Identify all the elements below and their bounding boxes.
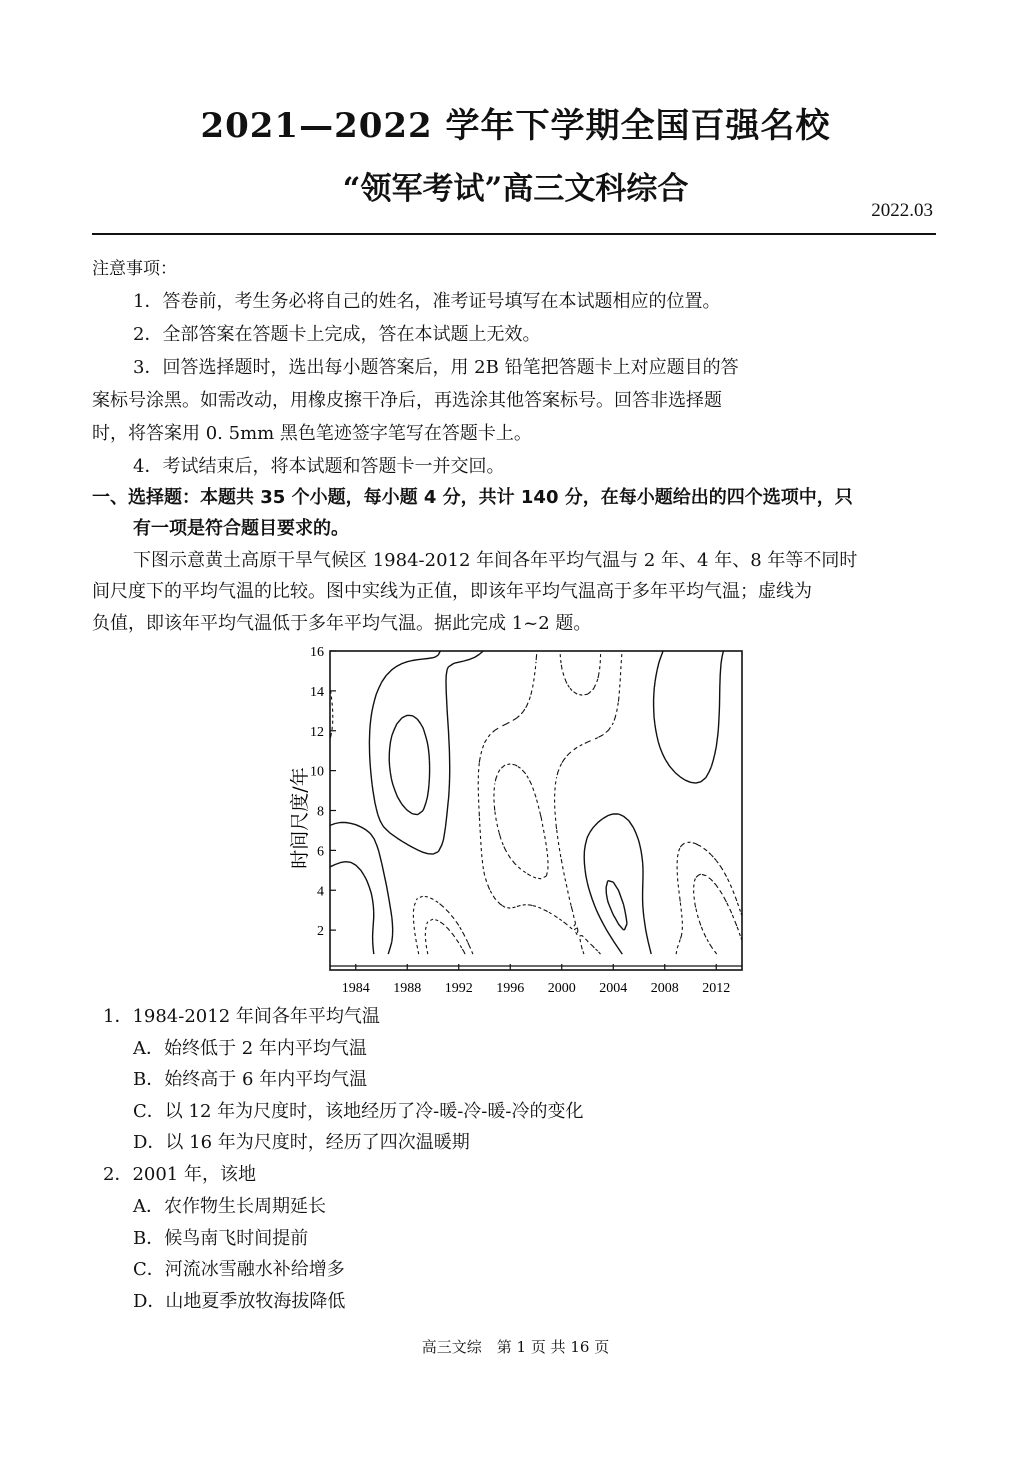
- x-tick-label: 2000: [547, 981, 576, 996]
- intro-line-1: 下图示意黄土高原干旱气候区 1984-2012 年间各年平均气温与 2 年、4 年、8 年等不同时: [133, 550, 858, 571]
- exam-subtitle: “领军考试”高三文科综合: [342, 171, 689, 207]
- notes-item-3-line-1: 3．回答选择题时，选出每小题答案后，用 2B 铅笔把答题卡上对应题目的答: [133, 357, 739, 378]
- notes-item-3-line-2: 案标号涂黑。如需改动，用橡皮擦干净后，再选涂其他答案标号。回答非选择题: [92, 390, 722, 411]
- y-tick-label: 12: [310, 724, 324, 740]
- notes-item-4: 4．考试结束后，将本试题和答题卡一并交回。: [133, 456, 505, 477]
- x-tick-label: 1984: [341, 981, 370, 996]
- y-tick-label: 4: [317, 884, 324, 900]
- negative-contour: [330, 651, 742, 954]
- question-2-option-d: D．山地夏季放牧海拔降低: [133, 1291, 346, 1312]
- x-tick-label: 2004: [599, 981, 628, 996]
- y-tick-label: 14: [310, 684, 324, 700]
- question-2-option-b: B．候鸟南飞时间提前: [133, 1228, 309, 1249]
- exam-title: 2021—2022 学年下学期全国百强名校: [200, 106, 831, 146]
- y-tick-label: 16: [310, 645, 324, 660]
- y-tick-label: 10: [310, 764, 324, 780]
- question-2-option-a: A．农作物生长周期延长: [133, 1196, 326, 1217]
- contour-chart-svg: [282, 640, 752, 1000]
- y-axis-ticks: [310, 645, 336, 939]
- x-axis-ticks: [342, 964, 731, 996]
- question-1-option-c: C．以 12 年为尺度时，该地经历了冷-暖-冷-暖-冷的变化: [133, 1101, 584, 1122]
- exam-date: 2022.03: [871, 200, 933, 221]
- question-1-option-a: A．始终低于 2 年内平均气温: [133, 1038, 367, 1059]
- section-heading-line-1: 一、选择题：本题共 35 个小题，每小题 4 分，共计 140 分，在每小题给出的四个选项中，只: [92, 487, 853, 508]
- question-1-option-b: B．始终高于 6 年内平均气温: [133, 1069, 368, 1090]
- y-tick-label: 8: [317, 804, 324, 820]
- x-tick-label: 2008: [650, 981, 679, 996]
- x-tick-label: 1996: [496, 981, 525, 996]
- contour-lines: [330, 651, 742, 966]
- intro-line-3: 负值，即该年平均气温低于多年平均气温。据此完成 1~2 题。: [92, 613, 592, 634]
- positive-contour: [330, 651, 723, 954]
- header-divider: [92, 233, 936, 235]
- y-tick-label: 6: [317, 844, 324, 860]
- notes-item-3-line-3: 时，将答案用 0. 5mm 黑色笔迹签字笔写在答题卡上。: [92, 423, 532, 444]
- contour-chart: [282, 640, 752, 1004]
- notes-item-2: 2．全部答案在答题卡上完成，答在本试题上无效。: [133, 324, 541, 345]
- section-heading-line-2: 有一项是符合题目要求的。: [133, 518, 349, 539]
- page-footer: 高三文综 第 1 页 共 16 页: [421, 1338, 610, 1356]
- intro-line-2: 间尺度下的平均气温的比较。图中实线为正值，即该年平均气温高于多年平均气温；虚线为: [92, 581, 812, 602]
- question-2-option-c: C．河流冰雪融水补给增多: [133, 1259, 345, 1280]
- x-tick-label: 2012: [702, 981, 731, 996]
- notes-item-1: 1．答卷前，考生务必将自己的姓名，准考证号填写在本试题相应的位置。: [133, 291, 721, 312]
- question-2-stem: 2．2001 年，该地: [103, 1164, 256, 1185]
- x-tick-label: 1992: [444, 981, 473, 996]
- question-1-option-d: D．以 16 年为尺度时，经历了四次温暖期: [133, 1132, 470, 1153]
- notes-heading: 注意事项：: [92, 259, 177, 279]
- positive-contour: [330, 715, 627, 954]
- x-tick-label: 1988: [393, 981, 422, 996]
- y-tick-label: 2: [317, 924, 324, 940]
- negative-contour: [425, 651, 742, 954]
- question-1-stem: 1．1984-2012 年间各年平均气温: [103, 1006, 380, 1027]
- y-axis-label: 时间尺度/年: [289, 767, 311, 869]
